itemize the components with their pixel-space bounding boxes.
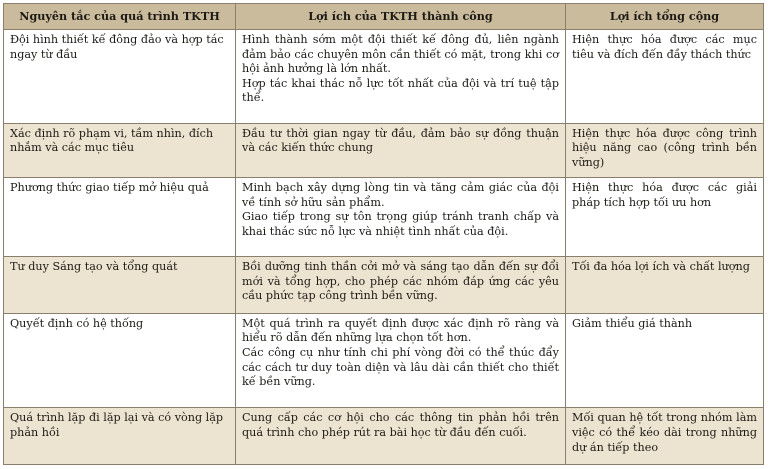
principle-cell: Quyết định có hệ thống xyxy=(4,313,236,408)
table-row xyxy=(4,313,764,408)
benefit-line: Hình thành sớm một đội thiết kế đông đủ, liên ngành đảm bảo các chuyên môn cần thiết có mặt, trong khi cơ hội ảnh hưởng là lớn nhất. xyxy=(242,33,559,76)
table-row xyxy=(4,408,764,465)
benefit-cell xyxy=(236,123,566,178)
benefit-cell xyxy=(236,30,566,124)
total-cell: Hiện thực hóa được công trình hiệu năng cao (công trình bền vững) xyxy=(566,123,764,178)
benefit-line: Một quá trình ra quyết định được xác định rõ ràng và hiểu rõ dẫn đến những lựa chọn tốt hơn. xyxy=(242,316,559,345)
benefit-line: Giao tiếp trong sự tôn trọng giúp tránh tranh chấp và khai thác sức nỗ lực và nhiệt tình nhất của đội. xyxy=(242,210,559,238)
principle-cell: Xác định rõ phạm vi, tầm nhìn, đích nhắm và các mục tiêu xyxy=(4,123,236,178)
header-total: Lợi ích tổng cộng xyxy=(566,4,764,30)
benefit-cell xyxy=(236,408,566,465)
total-cell: Giảm thiểu giá thành xyxy=(566,313,764,408)
principle-cell: Đội hình thiết kế đông đảo và hợp tác ngay từ đầu xyxy=(4,30,236,124)
table-row xyxy=(4,178,764,257)
header-principle: Nguyên tắc của quá trình TKTH xyxy=(4,4,236,30)
total-cell: Hiện thực hóa được các giải pháp tích hợp tối ưu hơn xyxy=(566,178,764,257)
benefit-line: Đầu tư thời gian ngay từ đầu, đảm bảo sự đồng thuận và các kiến thức chung xyxy=(242,126,559,155)
benefit-line: Bồi dưỡng tinh thần cởi mở và sáng tạo dẫn đến sự đổi mới và tổng hợp, cho phép các nhóm đáp ứng các yêu cầu phức tạp công trình bền vững. xyxy=(242,260,559,303)
header-benefit: Lợi ích của TKTH thành công xyxy=(236,4,566,30)
table-row xyxy=(4,123,764,178)
total-cell: Hiện thực hóa được các mục tiêu và đích đến đầy thách thức xyxy=(566,30,764,124)
total-cell: Tối đa hóa lợi ích và chất lượng xyxy=(566,257,764,314)
table-row xyxy=(4,30,764,124)
benefit-line: Minh bạch xây dựng lòng tin và tăng cảm giác của đội về tính sở hữu sản phẩm. xyxy=(242,181,559,209)
benefit-line: Các công cụ như tính chi phí vòng đời có thể thúc đẩy các cách tư duy toàn diện và lâu dài cần thiết cho thiết kế bền vững. xyxy=(242,345,559,389)
principles-table xyxy=(3,3,764,465)
principle-cell: Quá trình lặp đi lặp lại và có vòng lặp phản hồi xyxy=(4,408,236,465)
benefit-cell xyxy=(236,313,566,408)
document-page xyxy=(3,3,763,465)
benefit-cell xyxy=(236,257,566,314)
benefit-cell xyxy=(236,178,566,257)
principle-cell: Phương thức giao tiếp mở hiệu quả xyxy=(4,178,236,257)
table-row xyxy=(4,257,764,314)
benefit-line: Hợp tác khai thác nỗ lực tốt nhất của đội và trí tuệ tập thể. xyxy=(242,76,559,105)
total-cell: Mối quan hệ tốt trong nhóm làm việc có thể kéo dài trong những dự án tiếp theo xyxy=(566,408,764,465)
header-row xyxy=(4,4,764,30)
principle-cell: Tư duy Sáng tạo và tổng quát xyxy=(4,257,236,314)
benefit-line: Cung cấp các cơ hội cho các thông tin phản hồi trên quá trình cho phép rút ra bài học từ đầu đến cuối. xyxy=(242,411,559,439)
